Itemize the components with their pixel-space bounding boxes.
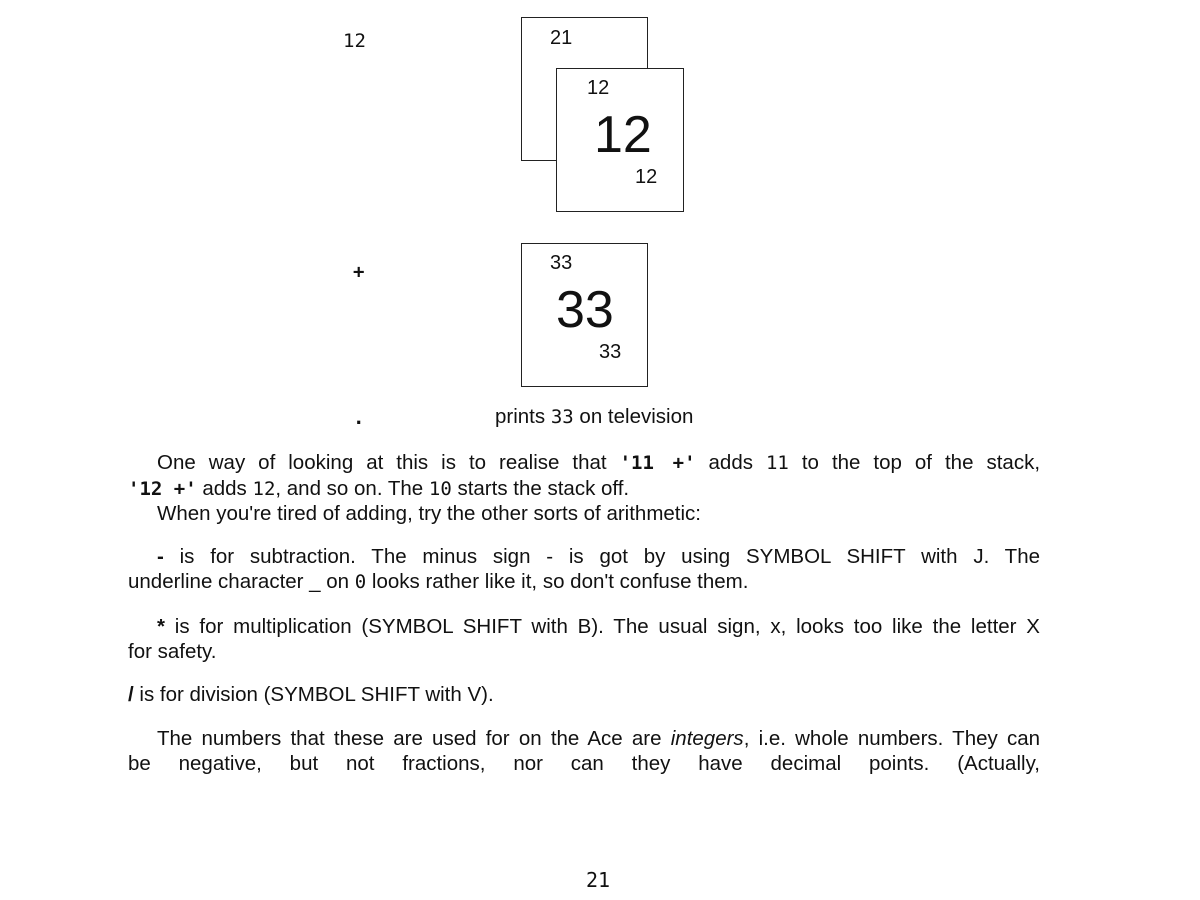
result-card-bottom-value: 33 [599, 341, 622, 363]
stack-card-result [521, 243, 648, 387]
paragraph-multiplication [128, 614, 1040, 664]
paragraph-subtraction [128, 544, 1040, 595]
para1-text-g: starts the stack off. [451, 477, 630, 500]
para4-text-b: for safety. [128, 640, 217, 663]
para1-text-c: to the top of the stack, [788, 451, 1041, 474]
para3-text-c: looks rather like it, so don't confuse them. [366, 570, 749, 593]
para6-text-b: , i.e. whole numbers. They can [743, 727, 1040, 750]
para2-text: When you're tired of adding, try the other sorts of arithmetic: [157, 502, 702, 525]
prints-line [495, 405, 693, 429]
para6-text-c: be negative, but not fractions, nor can they have decimal points. (Actually, [128, 752, 1040, 775]
prints-line-after: on television [573, 405, 694, 428]
minus-symbol: - [157, 545, 164, 568]
para1-text-f: , and so on. The [275, 477, 429, 500]
para3-text-b: underline character _ on [128, 570, 355, 593]
paragraph-other-arithmetic [128, 501, 1069, 526]
para1-text-e: adds [196, 477, 253, 500]
para1-text-b: adds [695, 451, 766, 474]
stack-label-plus: + [353, 261, 365, 283]
stack-label-dot: . [353, 407, 365, 429]
para3-code-zero: 0 [354, 571, 367, 593]
prints-line-before: prints [495, 405, 551, 428]
result-card-top-value: 33 [550, 252, 573, 274]
paragraph-stack-explanation [128, 450, 1040, 502]
back-card-top-value: 21 [550, 27, 573, 49]
stack-card-front [556, 68, 684, 212]
para4-text-a: is for multiplication (SYMBOL SHIFT with B). The usual sign, x, looks too like the letter X [164, 615, 1040, 638]
front-card-bottom-value: 12 [635, 166, 658, 188]
para3-text-a: is for subtraction. The minus sign - is got by using SYMBOL SHIFT with J. The [163, 545, 1040, 568]
para6-text-a: The numbers that these are used for on the Ace are [157, 727, 671, 750]
multiply-symbol: * [157, 615, 165, 638]
para1-code-11: 11 [765, 452, 789, 474]
page-number: 21 [586, 868, 611, 892]
result-card-center-value: 33 [556, 281, 614, 339]
divide-symbol: / [128, 683, 134, 706]
front-card-center-value: 12 [594, 106, 652, 164]
paragraph-division [128, 682, 1040, 707]
para6-integers-emphasis: integers [670, 727, 744, 750]
para5-text-a: is for division (SYMBOL SHIFT with V). [133, 683, 494, 706]
stack-label-12: 12 [343, 30, 366, 52]
prints-line-value: 33 [550, 406, 574, 428]
front-card-top-value: 12 [587, 77, 610, 99]
para1-code-11-plus: '11 +' [619, 452, 696, 474]
para1-code-12: 12 [252, 478, 276, 500]
para1-text-a: One way of looking at this is to realise that [157, 451, 620, 474]
para1-code-10: 10 [428, 478, 452, 500]
para1-code-12-plus: '12 +' [128, 478, 197, 500]
paragraph-integers [128, 726, 1040, 776]
